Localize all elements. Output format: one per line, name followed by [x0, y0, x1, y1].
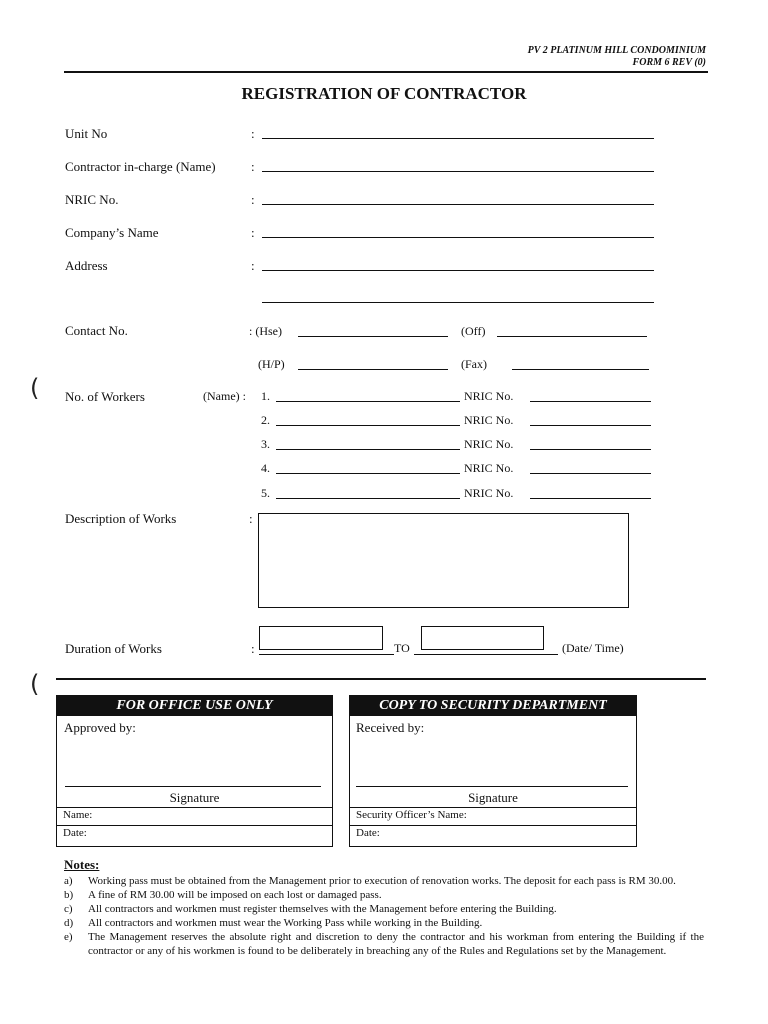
address-field-line-1[interactable] [262, 270, 654, 271]
worker-number: 3. [261, 437, 270, 451]
contact-no-label: Contact No. [65, 323, 128, 338]
note-key: b) [64, 889, 74, 901]
received-by-label: Received by: [356, 720, 425, 735]
description-box[interactable] [258, 513, 629, 608]
security-row-divider [350, 825, 636, 826]
contact-off-label: (Off) [461, 324, 486, 338]
note-item [64, 902, 704, 916]
contact-fax-field[interactable] [512, 369, 649, 370]
office-date-label: Date: [63, 827, 87, 839]
security-date-label: Date: [356, 827, 380, 839]
office-signature-label: Signature [169, 790, 220, 805]
worker-number: 5. [261, 486, 270, 500]
unit-no-field[interactable] [262, 138, 654, 139]
worker-nric-field[interactable] [530, 449, 651, 450]
contact-off-field[interactable] [497, 336, 647, 337]
worker-nric-label: NRIC No. [464, 437, 514, 451]
office-row-divider [57, 807, 332, 808]
form-header-condominium: PV 2 PLATINUM HILL CONDOMINIUM [527, 45, 706, 56]
notes-list [64, 874, 704, 958]
section-divider [56, 678, 706, 680]
worker-name-field[interactable] [276, 425, 460, 426]
security-copy-header: COPY TO SECURITY DEPARTMENT [350, 696, 636, 716]
note-key: a) [64, 875, 73, 887]
note-item [64, 930, 704, 958]
nric-field[interactable] [262, 204, 654, 205]
duration-unit-label: (Date/ Time) [562, 641, 624, 655]
worker-name-field[interactable] [276, 498, 460, 499]
received-signature-line[interactable] [356, 786, 628, 787]
note-text: All contractors and workmen must wear the Working Pass while working in the Building. [88, 917, 483, 929]
duration-start-line [259, 654, 394, 655]
security-copy-panel [349, 695, 637, 847]
colon: : [251, 258, 255, 273]
worker-nric-field[interactable] [530, 425, 651, 426]
contractor-incharge-field[interactable] [262, 171, 654, 172]
approved-signature-line[interactable] [65, 786, 321, 787]
worker-nric-label: NRIC No. [464, 413, 514, 427]
duration-label: Duration of Works [65, 641, 162, 656]
office-row-divider [57, 825, 332, 826]
duration-start-box[interactable] [259, 626, 383, 650]
address-field-line-2[interactable] [262, 302, 654, 303]
colon: : [251, 159, 255, 174]
duration-to-label: TO [394, 641, 410, 655]
worker-nric-label: NRIC No. [464, 461, 514, 475]
worker-nric-field[interactable] [530, 498, 651, 499]
contractor-incharge-label: Contractor in-charge (Name) [65, 159, 216, 174]
worker-nric-field[interactable] [530, 401, 651, 402]
company-name-label: Company’s Name [65, 225, 159, 240]
nric-label: NRIC No. [65, 192, 119, 207]
duration-end-box[interactable] [421, 626, 544, 650]
note-item [64, 916, 704, 930]
contact-fax-label: (Fax) [461, 357, 487, 371]
contact-hse-field[interactable] [298, 336, 448, 337]
company-name-field[interactable] [262, 237, 654, 238]
form-title: REGISTRATION OF CONTRACTOR [241, 84, 527, 103]
worker-name-label: (Name) : [203, 389, 246, 403]
header-rule [64, 71, 708, 73]
worker-nric-label: NRIC No. [464, 486, 514, 500]
worker-nric-label: NRIC No. [464, 389, 514, 403]
colon: : [249, 511, 253, 526]
contact-hp-label: (H/P) [258, 357, 285, 371]
note-key: c) [64, 903, 73, 915]
note-text: The Management reserves the absolute right and discretion to deny the contractor and his workman from entering the Building if the contractor or any of his workmen is found to be deliberately in breaching any of the Rules and Regulations set by the Management. [88, 931, 704, 957]
worker-name-field[interactable] [276, 401, 460, 402]
office-name-label: Name: [63, 809, 93, 821]
contact-hse-label: : (Hse) [249, 324, 282, 338]
worker-nric-field[interactable] [530, 473, 651, 474]
no-of-workers-label: No. of Workers [65, 389, 145, 404]
approved-by-label: Approved by: [64, 720, 136, 735]
unit-no-label: Unit No [65, 126, 108, 141]
duration-end-line [414, 654, 558, 655]
notes-title: Notes: [64, 857, 100, 872]
note-key: e) [64, 931, 73, 943]
note-item [64, 888, 704, 902]
office-use-panel [56, 695, 333, 847]
note-text: Working pass must be obtained from the Management prior to execution of renovation works. The deposit for each pass is RM 30.00. [88, 875, 676, 887]
security-officer-name-label: Security Officer’s Name: [356, 809, 467, 821]
form-header-revision: FORM 6 REV (0) [632, 57, 706, 68]
colon: : [251, 225, 255, 240]
office-use-header: FOR OFFICE USE ONLY [57, 696, 332, 716]
worker-name-field[interactable] [276, 449, 460, 450]
worker-number: 1. [261, 389, 270, 403]
security-row-divider [350, 807, 636, 808]
contact-hp-field[interactable] [298, 369, 448, 370]
address-label: Address [65, 258, 108, 273]
note-item [64, 874, 704, 888]
punch-hole-mark-icon: ( [30, 670, 40, 698]
worker-number: 4. [261, 461, 270, 475]
worker-name-field[interactable] [276, 473, 460, 474]
colon: : [251, 641, 255, 656]
colon: : [251, 126, 255, 141]
security-signature-label: Signature [468, 790, 518, 805]
note-text: All contractors and workmen must register themselves with the Management before entering the Building. [88, 903, 557, 915]
description-label: Description of Works [65, 511, 177, 526]
worker-number: 2. [261, 413, 270, 427]
note-text: A fine of RM 30.00 will be imposed on each lost or damaged pass. [88, 889, 382, 901]
punch-hole-mark-icon: ( [30, 374, 40, 402]
note-key: d) [64, 917, 74, 929]
colon: : [251, 192, 255, 207]
